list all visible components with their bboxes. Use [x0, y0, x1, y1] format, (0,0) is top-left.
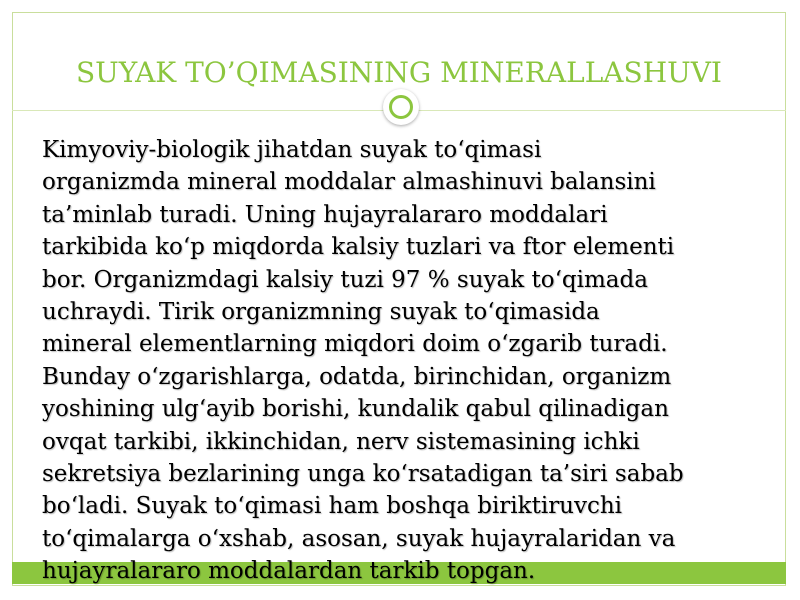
body-text [42, 134, 762, 588]
body-line: Bunday o‘zgarishlarga, odatda, birinchidan, organizm [42, 363, 672, 390]
body-line: bor. Organizmdagi kalsiy tuzi 97 % suyak to‘qimada [42, 266, 648, 293]
body-line: organizmda mineral moddalar almashinuvi balansini [42, 169, 656, 196]
body-line: hujayralararo moddalardan tarkib topgan. [42, 558, 536, 585]
body-line: Kimyoviy-biologik jihatdan suyak to‘qimasi [42, 137, 542, 163]
circle-ornament-icon [383, 89, 419, 125]
body-line: bo‘ladi. Suyak to‘qimasi ham boshqa biriktiruvchi [42, 493, 623, 520]
body-line: ovqat tarkibi, ikkinchidan, nerv sistemasining ichki [42, 428, 640, 455]
body-line: sekretsiya bezlarining unga ko‘rsatadigan ta’siri sabab [42, 461, 684, 488]
body-line: mineral elementlarning miqdori doim o‘zgarib turadi. [42, 331, 668, 358]
ring-icon [389, 95, 413, 119]
body-line: uchraydi. Tirik organizmning suyak to‘qimasida [42, 299, 600, 326]
body-line: tarkibida ko‘p miqdorda kalsiy tuzlari va ftor elementi [42, 234, 675, 261]
body-line: yoshining ulg‘ayib borishi, kundalik qabul qilinadigan [42, 396, 669, 423]
body-line: to‘qimalarga o‘xshab, asosan, suyak hujayralaridan va [42, 525, 676, 552]
slide-title: SUYAK TO’QIMASINING MINERALLASHUVI [76, 56, 722, 89]
body-line: ta’minlab turadi. Uning hujayralararo moddalari [42, 201, 608, 228]
